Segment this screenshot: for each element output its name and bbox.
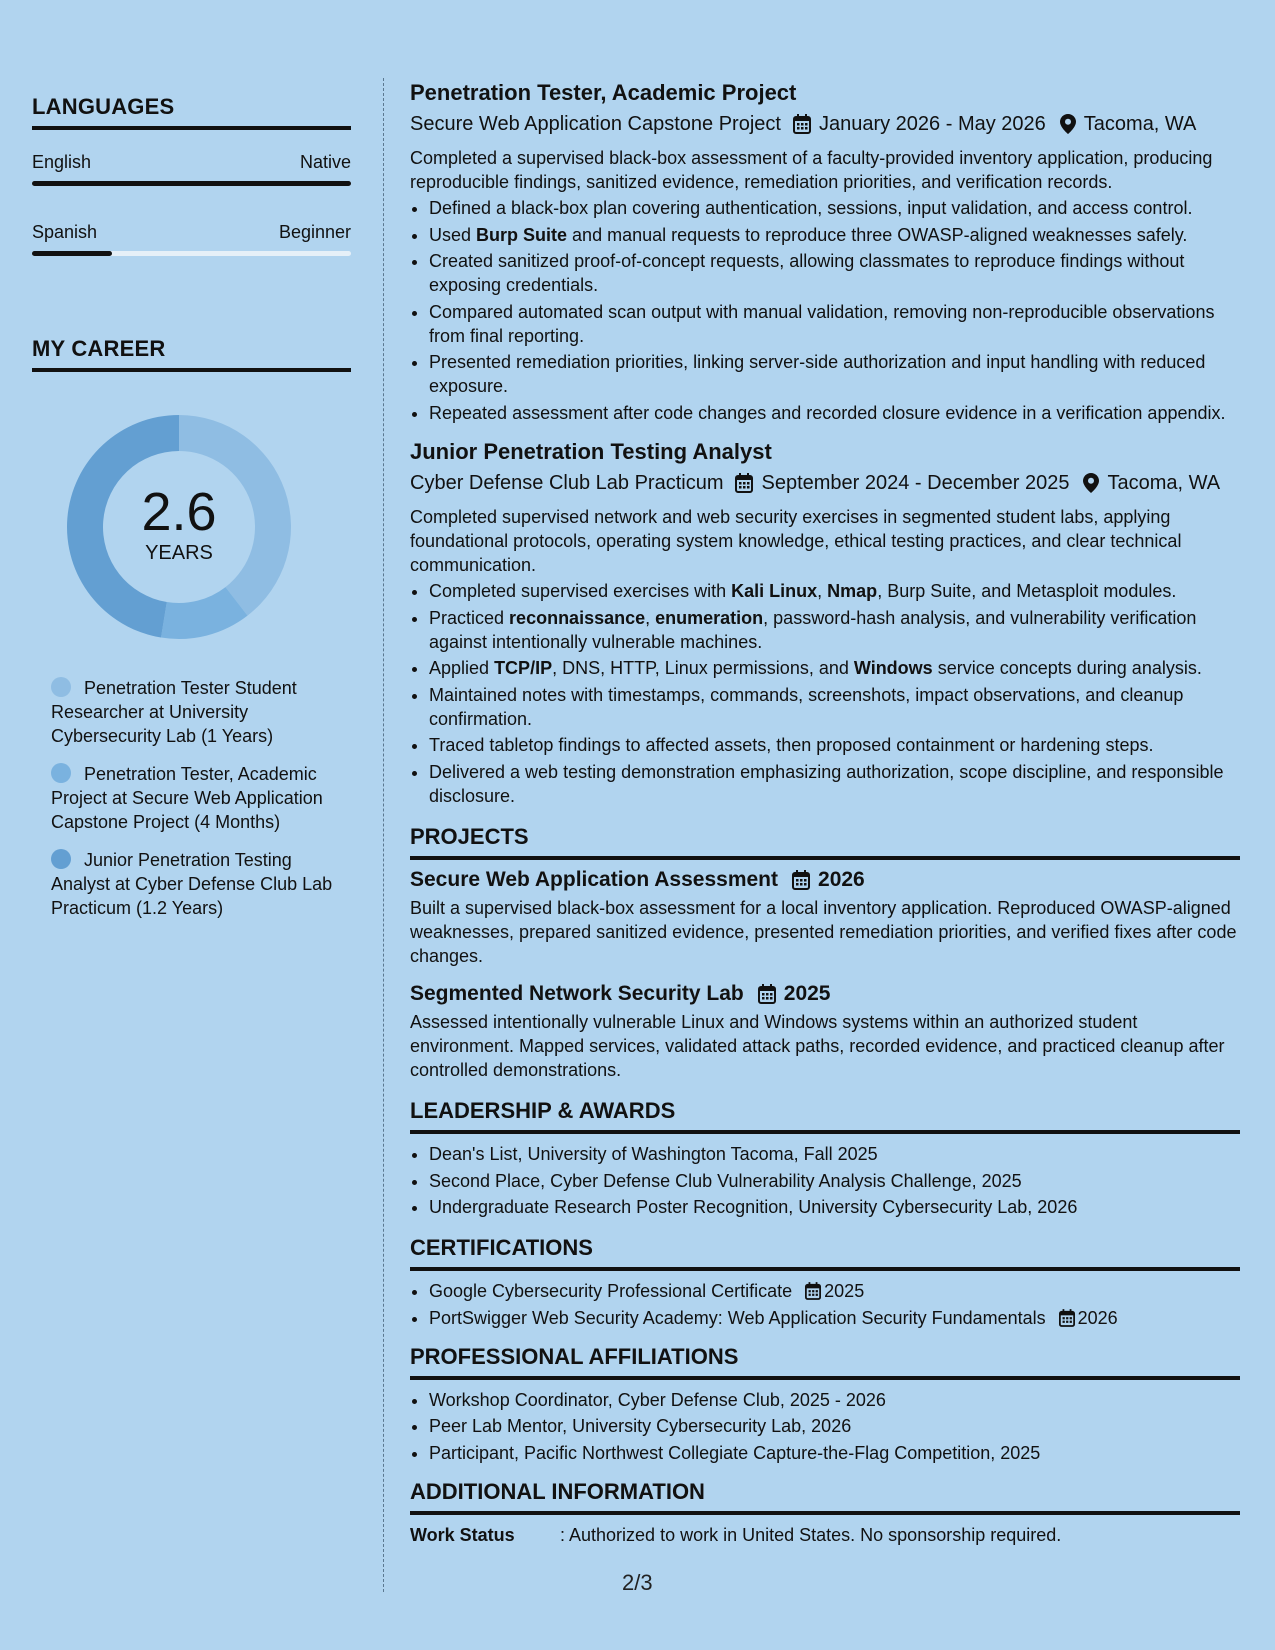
project-name: Secure Web Application Assessment (410, 867, 779, 891)
job-summary: Completed a supervised black-box assessment of a faculty-provided inventory application, producing reproducible findings, sanitized evidence, remediation priorities, and verification records. (410, 148, 1213, 192)
job-bullet: • Repeated assessment after code changes and recorded closure evidence in a verification appendix. (429, 401, 1240, 425)
calendar-icon (805, 1282, 821, 1300)
certifications-heading: CERTIFICATIONS (410, 1235, 1240, 1271)
job-meta (410, 470, 1240, 496)
project-year: 2026 (818, 867, 865, 891)
language-proficiency-bar (32, 251, 351, 256)
job-bullet: • Applied TCP/IP, DNS, HTTP, Linux permissions, and Windows service concepts during analysis. (429, 656, 1240, 680)
job-dates: September 2024 - December 2025 (761, 471, 1070, 494)
legend-text: Junior Penetration Testing Analyst at Cyber Defense Club Lab Practicum (1.2 Years) (51, 850, 333, 918)
certification-name: • PortSwigger Web Security Academy: Web Application Security Fundamentals (429, 1307, 1046, 1328)
legend-text: Penetration Tester Student Researcher at University Cybersecurity Lab (1 Years) (51, 678, 297, 746)
job-summary: Completed supervised network and web security exercises in segmented student labs, applying foundational protocols, operating system knowledge, ethical testing practices, and clear technical communication. (410, 506, 1182, 575)
leadership-item: • Dean's List, University of Washington Tacoma, Fall 2025 (429, 1142, 1240, 1166)
job-title: Junior Penetration Testing Analyst (410, 438, 772, 464)
language-level: Native (299, 152, 351, 172)
projects-section (410, 824, 1240, 1082)
leadership-heading: LEADERSHIP & AWARDS (410, 1098, 1240, 1134)
job-bullet: • Delivered a web testing demonstration emphasizing authorization, scope discipline, and responsible disclosure. (429, 760, 1240, 808)
page-number: 2/3 (622, 1570, 653, 1595)
career-total: 2.6 (141, 481, 217, 542)
calendar-icon (735, 473, 753, 493)
leadership-section (410, 1098, 1240, 1219)
job-bullet: • Completed supervised exercises with Kali Linux, Nmap, Burp Suite, and Metasploit modules. (429, 579, 1240, 603)
job-bullet: • Traced tabletop findings to affected assets, then proposed containment or hardening steps. (429, 733, 1240, 757)
job-org: Secure Web Application Capstone Project (410, 113, 781, 135)
affiliations-list (410, 1388, 1240, 1465)
job-entry (410, 437, 1240, 808)
additional-label: Work Status (410, 1524, 515, 1545)
career-legend-item (51, 762, 341, 834)
leadership-item: • Undergraduate Research Poster Recognition, University Cybersecurity Lab, 2026 (429, 1195, 1240, 1219)
language-item (32, 222, 351, 256)
certification-year: 2026 (1077, 1307, 1118, 1328)
certification-item (429, 1279, 1240, 1303)
calendar-icon (793, 114, 811, 134)
leadership-item: • Second Place, Cyber Defense Club Vulnerability Analysis Challenge, 2025 (429, 1169, 1240, 1193)
additional-heading: ADDITIONAL INFORMATION (410, 1479, 1240, 1515)
languages-heading: LANGUAGES (32, 94, 351, 130)
job-bullet: • Practiced reconnaissance, enumeration, password-hash analysis, and vulnerability verification against intentionally vulnerable machines. (429, 606, 1240, 654)
project-year: 2025 (783, 981, 831, 1005)
project-name: Segmented Network Security Lab (410, 981, 744, 1005)
affiliation-item: • Participant, Pacific Northwest Collegiate Capture-the-Flag Competition, 2025 (429, 1441, 1240, 1465)
job-bullet: • Compared automated scan output with manual validation, removing non-reproducible observations from final reporting. (429, 300, 1240, 348)
language-proficiency-bar (32, 181, 351, 186)
legend-text: Penetration Tester, Academic Project at Secure Web Application Capstone Project (4 Months) (51, 764, 323, 832)
job-bullet: • Defined a black-box plan covering authentication, sessions, input validation, and access control. (429, 196, 1240, 220)
job-bullets (410, 196, 1240, 425)
column-divider (383, 78, 384, 1592)
projects-heading: PROJECTS (410, 824, 1240, 860)
calendar-icon (758, 984, 776, 1004)
location-pin-icon (1083, 473, 1099, 493)
legend-dot-icon (51, 677, 71, 697)
career-legend-item (51, 848, 341, 920)
job-title: Penetration Tester, Academic Project (410, 80, 797, 105)
leadership-list (410, 1142, 1240, 1219)
affiliation-item: • Workshop Coordinator, Cyber Defense Club, 2025 - 2026 (429, 1388, 1240, 1412)
certifications-list (410, 1279, 1240, 1330)
legend-dot-icon (51, 849, 71, 869)
job-org: Cyber Defense Club Lab Practicum (410, 471, 724, 494)
language-proficiency-fill (32, 251, 112, 256)
calendar-icon (792, 870, 810, 890)
job-meta (410, 111, 1240, 137)
job-bullet: • Created sanitized proof-of-concept requests, allowing classmates to reproduce findings without exposing credentials. (429, 249, 1240, 297)
language-name: Spanish (32, 222, 98, 242)
career-legend-item (51, 676, 341, 748)
career-heading: MY CAREER (32, 336, 351, 372)
location-pin-icon (1060, 114, 1076, 134)
legend-dot-icon (51, 763, 71, 783)
career-unit: YEARS (145, 541, 213, 564)
affiliation-item: • Peer Lab Mentor, University Cybersecurity Lab, 2026 (429, 1414, 1240, 1438)
job-dates: January 2026 - May 2026 (818, 113, 1046, 135)
career-donut-center (66, 414, 292, 640)
certification-name: • Google Cybersecurity Professional Certificate (429, 1281, 793, 1302)
certification-item (429, 1306, 1240, 1330)
project-item (410, 980, 1240, 1082)
language-item (32, 152, 351, 186)
job-location: Tacoma, WA (1083, 113, 1197, 135)
language-name: English (32, 152, 92, 172)
right-column (410, 78, 1240, 1547)
calendar-icon (1059, 1309, 1075, 1327)
project-description: Built a supervised black-box assessment for a local inventory application. Reproduced OWASP-aligned weaknesses, prepared sanitized evidence, presented remediation priorities, and verified fixes after code changes. (410, 897, 1237, 966)
job-bullet: • Presented remediation priorities, linking server-side authorization and input handling with reduced exposure. (429, 350, 1240, 398)
certification-year: 2025 (824, 1281, 865, 1302)
career-legend (51, 676, 341, 934)
job-location: Tacoma, WA (1107, 471, 1221, 494)
affiliations-heading: PROFESSIONAL AFFILIATIONS (410, 1344, 1240, 1380)
job-bullet: • Maintained notes with timestamps, commands, screenshots, impact observations, and cleanup confirmation. (429, 683, 1240, 731)
language-level: Beginner (278, 222, 351, 242)
certifications-section (410, 1235, 1240, 1330)
job-entry (410, 78, 1240, 425)
additional-value: : Authorized to work in United States. No sponsorship required. (560, 1524, 1062, 1545)
job-bullets (410, 579, 1240, 808)
job-bullet: • Used Burp Suite and manual requests to reproduce three OWASP-aligned weaknesses safely. (429, 223, 1240, 247)
project-item (410, 866, 1240, 968)
additional-section (410, 1479, 1240, 1547)
project-description: Assessed intentionally vulnerable Linux and Windows systems within an authorized student environment. Mapped services, validated attack paths, recorded evidence, and practiced cleanup after controlled demonstrations. (410, 1011, 1225, 1080)
affiliations-section (410, 1344, 1240, 1465)
additional-row (410, 1523, 1240, 1547)
language-proficiency-fill (32, 181, 351, 186)
